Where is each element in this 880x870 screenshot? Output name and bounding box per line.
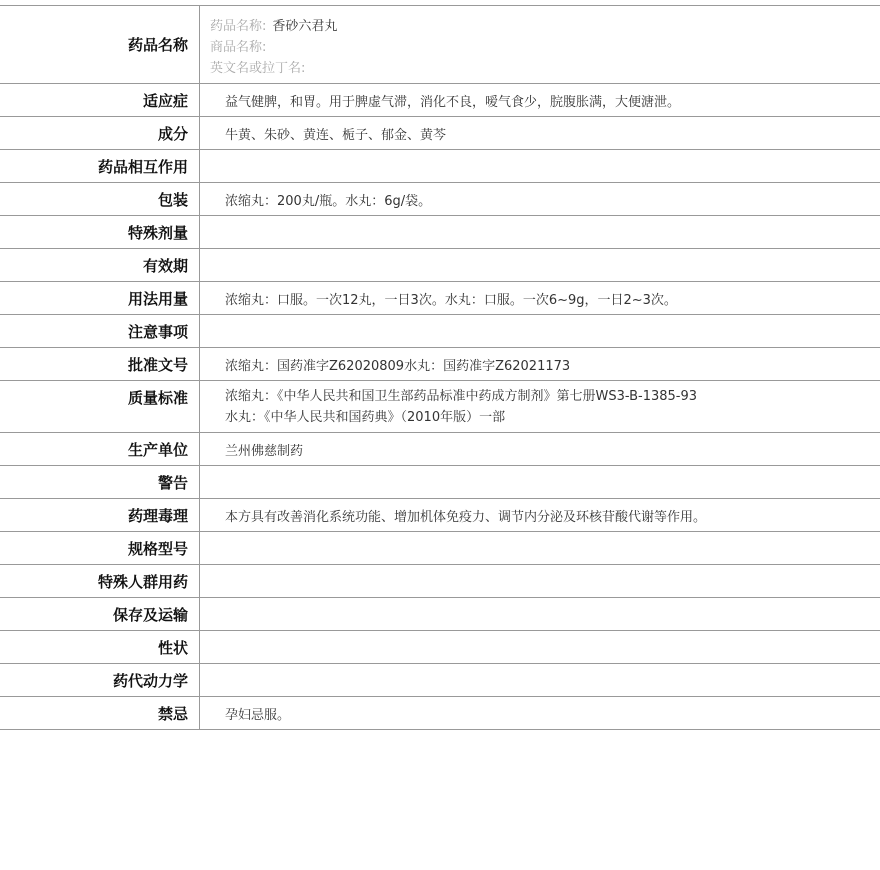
row-value: 兰州佛慈制药 [225,443,304,459]
row-specification [0,532,880,565]
row-value: 益气健脾，和胃。用于脾虚气滞，消化不良，嗳气食少，脘腹胀满，大便溏泄。 [225,94,681,110]
row-label: 禁忌 [0,697,200,729]
row-value [200,150,880,182]
generic-name-value: 香砂六君丸 [272,19,338,34]
row-label: 警告 [0,466,200,498]
row-label: 规格型号 [0,532,200,564]
row-approval-number [0,348,880,381]
row-shelf-life [0,249,880,282]
row-label: 保存及运输 [0,598,200,630]
row-label: 药品名称 [0,6,200,83]
row-value: 浓缩丸：国药准字Z62020809水丸：国药准字Z62021173 [225,358,571,374]
generic-name-key: 药品名称: [210,19,267,34]
english-name-line [210,58,880,79]
row-special-populations [0,565,880,598]
trade-name-key: 商品名称: [210,40,267,55]
row-value: 孕妇忌服。 [225,707,291,723]
trade-name-line [210,37,880,58]
row-value [200,598,880,630]
row-indications [0,84,880,117]
row-label: 批准文号 [0,348,200,380]
row-quality-standard [0,381,880,433]
quality-line: 水丸：《中华人民共和国药典》（2010年版）一部 [225,410,506,425]
row-usage-dosage [0,282,880,315]
row-value [200,664,880,696]
row-value [200,631,880,663]
row-label: 注意事项 [0,315,200,347]
row-label: 有效期 [0,249,200,281]
row-label: 成分 [0,117,200,149]
row-label: 药品相互作用 [0,150,200,182]
row-label: 适应症 [0,84,200,116]
row-value: 浓缩丸：200丸/瓶。水丸：6g/袋。 [225,193,432,209]
row-packaging [0,183,880,216]
row-appearance [0,631,880,664]
row-value [200,216,880,248]
row-value [200,466,880,498]
row-special-dosage [0,216,880,249]
row-value [200,532,880,564]
quality-standard-value [200,381,880,432]
drug-spec-table [0,5,880,730]
row-drug-name [0,6,880,84]
row-pharmacology [0,499,880,532]
row-precautions [0,315,880,348]
row-contraindications [0,697,880,730]
row-manufacturer [0,433,880,466]
row-pharmacokinetics [0,664,880,697]
row-interactions [0,150,880,183]
row-warning [0,466,880,499]
row-value: 本方具有改善消化系统功能、增加机体免疫力、调节内分泌及环核苷酸代谢等作用。 [225,509,707,525]
row-ingredients [0,117,880,150]
row-value [200,249,880,281]
row-label: 药理毒理 [0,499,200,531]
english-name-key: 英文名或拉丁名: [210,61,306,76]
row-storage-transport [0,598,880,631]
row-value: 浓缩丸：口服。一次12丸，一日3次。水丸：口服。一次6~9g，一日2~3次。 [225,292,677,308]
row-value [200,565,880,597]
drug-name-block [200,6,880,83]
row-label: 药代动力学 [0,664,200,696]
row-label: 特殊人群用药 [0,565,200,597]
row-value [200,315,880,347]
row-label: 用法用量 [0,282,200,314]
row-label: 特殊剂量 [0,216,200,248]
generic-name-line [210,16,880,37]
row-label: 质量标准 [0,381,200,432]
row-label: 生产单位 [0,433,200,465]
row-value: 牛黄、朱砂、黄连、栀子、郁金、黄芩 [225,127,447,143]
row-label: 包装 [0,183,200,215]
row-label: 性状 [0,631,200,663]
quality-line: 浓缩丸：《中华人民共和国卫生部药品标准中药成方制剂》第七册WS3-B-1385-93 [225,389,698,404]
